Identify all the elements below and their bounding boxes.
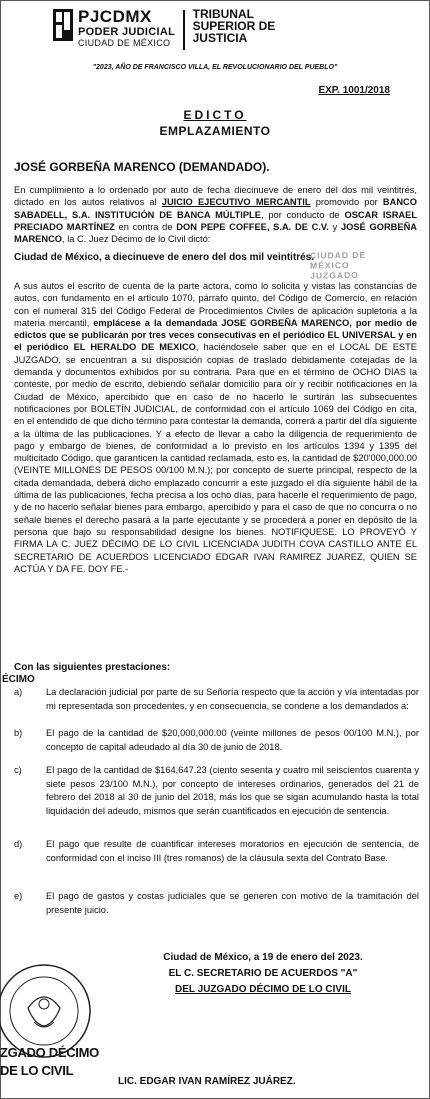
ciudad-label: CIUDAD DE MÉXICO <box>78 38 171 48</box>
item-text: El pago de la cantidad de $164,647.23 (ciento sesenta y cuatro mil seiscientos cuarenta y siete pesos 23/100 M.N.), por concepto de intereses ordinarios, generados del 21 de febrero del 2018 al 30 de junio del 2018, más los que se sigan acumulando hasta la total liquidación del adeudo, mismos que serán cuantificados en ejecución de sentencia. <box>46 765 419 816</box>
body-text-1: A sus autos el escrito de cuenta de la parte actora, como lo solicita y vistas las constancias de autos, con fundamento en el artículo 1070, párrafo quinto, del Código de Comercio, en relación con el numeral 315 del Código Federal de Procedimientos Civiles de aplicación supletoria a la materia mercantil, <box>14 281 417 328</box>
poder-judicial-label: PODER JUDICIAL <box>78 26 176 38</box>
prestaciones-heading: Con las siguientes prestaciones: <box>14 662 171 673</box>
letterhead <box>52 8 382 58</box>
item-letter: e) <box>14 891 23 901</box>
ghost-stamp: CIUDAD DE MÉXICO JUZGADO <box>309 249 367 281</box>
auto-body-paragraph <box>14 280 417 575</box>
intro-bold-1: JUICIO EJECUTIVO MERCANTIL <box>161 197 311 208</box>
signature-block <box>108 950 418 998</box>
signature-role-1: EL C. SECRETARIO DE ACUERDOS "A" <box>168 968 358 979</box>
intro-text-6: , la C. Juez Décimo de lo Civil dictó: <box>62 234 211 245</box>
header-divider <box>183 10 185 50</box>
tsj-line-2: SUPERIOR DE <box>192 19 276 33</box>
poder-judicial-name <box>78 8 175 48</box>
intro-text-3: , por conducto de <box>260 209 345 220</box>
body-text-2: , haciéndosele saber que en el LOCAL DE ESTE JUZGADO, se encuentran a su disposición copias de traslado debidamente cotejadas de la demanda y documentos exhibidos por su contraria. Para que en el término de OCHO DIAS la conteste, por medio de escrito, debiendo señalar domicilio para oír y recibir notificaciones en la Ciudad de México, apercibido que en caso de no hacerlo le surtirán las subsecuentes notificaciones por BOLETÍN JUDICIAL, de conformidad con el artículo 1069 del Código en cita, en el entendido de que dicho término para contestar la demanda, correrá a partir del día siguiente a la última de las publicaciones. Y a efecto de llevar a cabo la diligencia de requerimiento de pago y embargo de bienes, de conformidad a lo previsto en los artículos 1394 y 1395 del multicitado Código, que garanticen la cantidad reclamada, esto es, la cantidad de $20'000,000.00 (VEINTE MILLONES DE PESOS 00/100 M.N.); por concepto de suerte principal, respecto de la citada demandada, deberá dicho emplazado concurrir a este juzgado el día siguiente hábil de la última de las publicaciones, fecha precisa a los ocho días, para hacerle el requerimiento de pago, y de no hacerlo señalar bienes para embargo, apercibido y para el caso de que no concurra o no señale bienes el derecho pasará a la parte ejecutante y se procederá a poner en depósito de la persona que bajo su responsabilidad designe los bienes. NOTIFIQUESE. LO PROVEYÓ Y FIRMA LA C. JUEZ DÉCIMO DE LO CIVIL LICENCIADA JUDITH COVA CASTILLO ANTE EL SECRETARIO DE ACUERDOS LICENCIADO EDGAR IVAN RAMIREZ JUAREZ, QUIEN SE ACTÚA Y DA FE. DOY FE.- <box>14 342 417 574</box>
tsj-name <box>193 8 276 44</box>
juzgado-stamp <box>0 1044 99 1080</box>
signatory-name: LIC. EDGAR IVAN RAMÍREZ JUÁREZ. <box>118 1076 296 1087</box>
item-text: El pago que resulte de cuantificar intereses moratorios en ejecución de sentencia, de conformidad con el inciso III (tres romanos) de la cláusula sexta del Contrato Base. <box>46 839 419 863</box>
intro-text-5: y <box>328 221 341 232</box>
intro-bold-4: DON PEPE COFFEE, S.A. DE C.V. <box>176 221 329 232</box>
body-bold-1: emplácese a la demandada JOSE GORBEÑA MARENCO, por medio de edictos que se publicarán por tres veces consecutivas en el periódico EL UNIVERSAL y en el periódico EL HERALDO DE MEXICO <box>14 317 418 353</box>
item-letter: d) <box>14 839 23 849</box>
intro-text-1: En cumplimiento a lo ordenado por auto de fecha diecinueve de enero del dos mil veintitrés, dictado en los autos relativos al <box>14 185 417 208</box>
document-subtitle: EMPLAZAMIENTO <box>159 124 271 138</box>
expediente-number: EXP. 1001/2018 <box>318 85 390 96</box>
juzgado-stamp-line-1: ZGADO DÉCIMO <box>0 1045 99 1060</box>
signature-date: Ciudad de México, a 19 de enero del 2023. <box>163 952 363 963</box>
intro-text-4: en contra de <box>114 221 177 232</box>
item-letter: c) <box>14 765 22 775</box>
intro-text-2: promovido por <box>310 197 383 208</box>
pjcdmx-logo-icon <box>52 8 74 42</box>
item-letter: a) <box>14 687 23 697</box>
intro-bold-3: OSCAR ISRAEL PRECIADO MARTÍNEZ <box>14 209 417 232</box>
year-motto: "2023, AÑO DE FRANCISCO VILLA, EL REVOLUCIONARIO DEL PUEBLO" <box>92 64 338 71</box>
intro-bold-5: JOSÉ GORBEÑA MARENCO <box>14 221 417 245</box>
decimo-stamp-fragment: ÉCIMO <box>2 674 35 685</box>
tsj-line-3: JUSTICIA <box>192 31 248 45</box>
auto-date: Ciudad de México, a diecinueve de enero del dos mil veintitrés. <box>14 252 315 263</box>
intro-paragraph <box>14 184 417 245</box>
tsj-line-1: TRIBUNAL <box>192 7 254 21</box>
addressee: JOSÉ GORBEÑA MARENCO (DEMANDADO). <box>14 160 270 174</box>
item-text: El pago de la cantidad de $20,000,000.00 (veinte millones de pesos 00/100 M.N.), por concepto de capital adeudado al día 30 de junio de 2018. <box>46 728 419 752</box>
juzgado-stamp-line-2: DE LO CIVIL <box>0 1063 74 1078</box>
pjcdmx-title: PJCDMX <box>78 7 152 26</box>
intro-bold-2: BANCO SABADELL, S.A. INSTITUCIÓN DE BANCA MÚLTIPLE <box>14 197 417 220</box>
item-letter: b) <box>14 728 23 738</box>
item-text: La declaración judicial por parte de su Señoría respecto que la acción y vía intentadas por mi representada son procedentes, y en consecuencia, se condene a los demandados a: <box>46 687 419 711</box>
document-title: EDICTO <box>183 108 247 122</box>
item-text: El pago de gastos y costas judiciales que se generen con motivo de la tramitación del presente juicio. <box>46 891 419 915</box>
signature-role-2: DEL JUZGADO DÉCIMO DE LO CIVIL <box>175 984 351 995</box>
